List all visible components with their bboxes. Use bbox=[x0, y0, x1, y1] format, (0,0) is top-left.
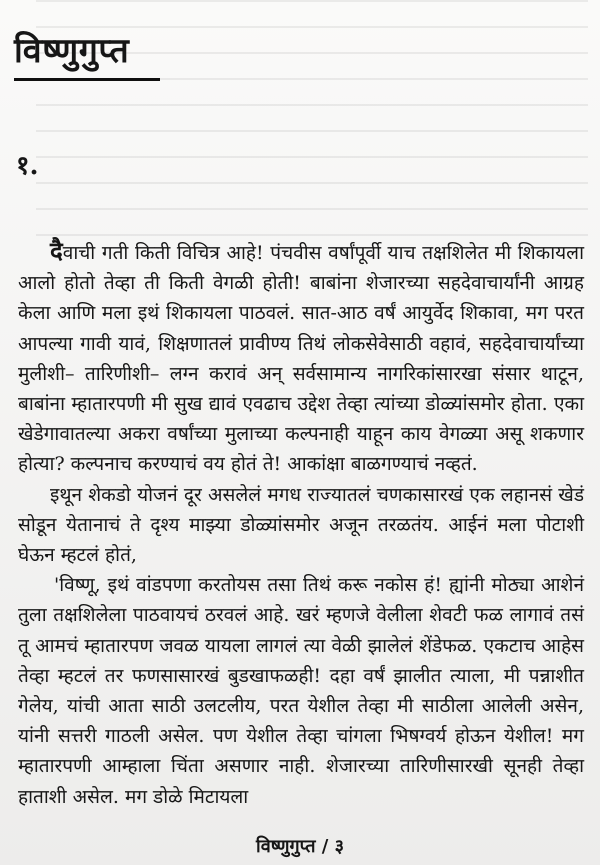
footer-page-number: ३ bbox=[334, 836, 344, 857]
paragraph-3: 'विष्णू, इथं वांडपणा करतोयस तसा तिथं करू नकोस हं! ह्यांनी मोठ्या आशेनं तुला तक्षशिलेला पाठवायचं ठरवलं आहे. खरं म्हणजे वेलीला शेवटी फळ लागावं तसं तू आमचं म्हातारपण जवळ यायला लागलं त्या वेळी झालेलं शेंडेफळ. एकटाच आहेस तेव्हा म्हटलं तर फणसासारखं बुडखाफळही! दहा वर्षं झालीत त्याला, मी पन्नाशीत गेलेय, यांची आता साठी उलटलीय, परत येशील तेव्हा मी साठीला आलेली असेन, यांनी सत्तरी गाठली असेल. पण येशील तेव्हा चांगला भिषग्वर्य होऊन येशील! मग म्हातारपणी आम्हाला चिंता असणार नाही. शेजारच्या तारिणीसारखी सूनही तेव्हा हाताशी असेल. मग डोळे मिटायला bbox=[18, 574, 584, 808]
header bbox=[14, 31, 160, 81]
chapter-number: १. bbox=[16, 151, 39, 181]
paragraph-1 bbox=[18, 236, 584, 480]
dropcap: दै bbox=[50, 236, 63, 265]
footer-book-title: विष्णुगुप्त bbox=[256, 836, 316, 857]
paragraph-2: इथून शेकडो योजनं दूर असलेलं मगध राज्यातलं चणकासारखं एक लहानसं खेडं सोडून येतानाचं ते दृश्य माझ्या डोळ्यांसमोर अजून तरळतंय. आईनं मला पोटाशी घेऊन म्हटलं होतं, bbox=[18, 483, 584, 567]
page-footer bbox=[0, 838, 600, 856]
body-text bbox=[18, 236, 584, 812]
paragraph-1-text: वाची गती किती विचित्र आहे! पंचवीस वर्षांपूर्वी याच तक्षशिलेत मी शिकायला आलो होतो तेव्हा ती किती वेगळी होती! बाबांना शेजारच्या सहदेवाचार्यांनी आग्रह केला आणि मला इथं शिकायला पाठवलं. सात-आठ वर्षं आयुर्वेद शिकावा, मग परत आपल्या गावी यावं, शिक्षणातलं प्रावीण्य तिथं लोकसेवेसाठी वहावं, सहदेवाचार्यांच्या मुलीशी– तारिणीशी– लग्न करावं अन् सर्वसामान्य नागरिकांसारखा संसार थाटून, बाबांना म्हातारपणी मी सुख द्यावं एवढाच उद्देश तेव्हा त्यांच्या डोळ्यांसमोर होता. एका खेडेगावातल्या अकरा वर्षांच्या मुलाच्या कल्पनाही याहून काय वेगळ्या असू शकणार होत्या? कल्पनाच करण्याचं वय होतं ते! आकांक्षा बाळगण्याचं नव्हतं. bbox=[18, 242, 584, 476]
footer-separator: / bbox=[321, 836, 329, 857]
page-title: विष्णुगुप्त bbox=[14, 31, 130, 71]
